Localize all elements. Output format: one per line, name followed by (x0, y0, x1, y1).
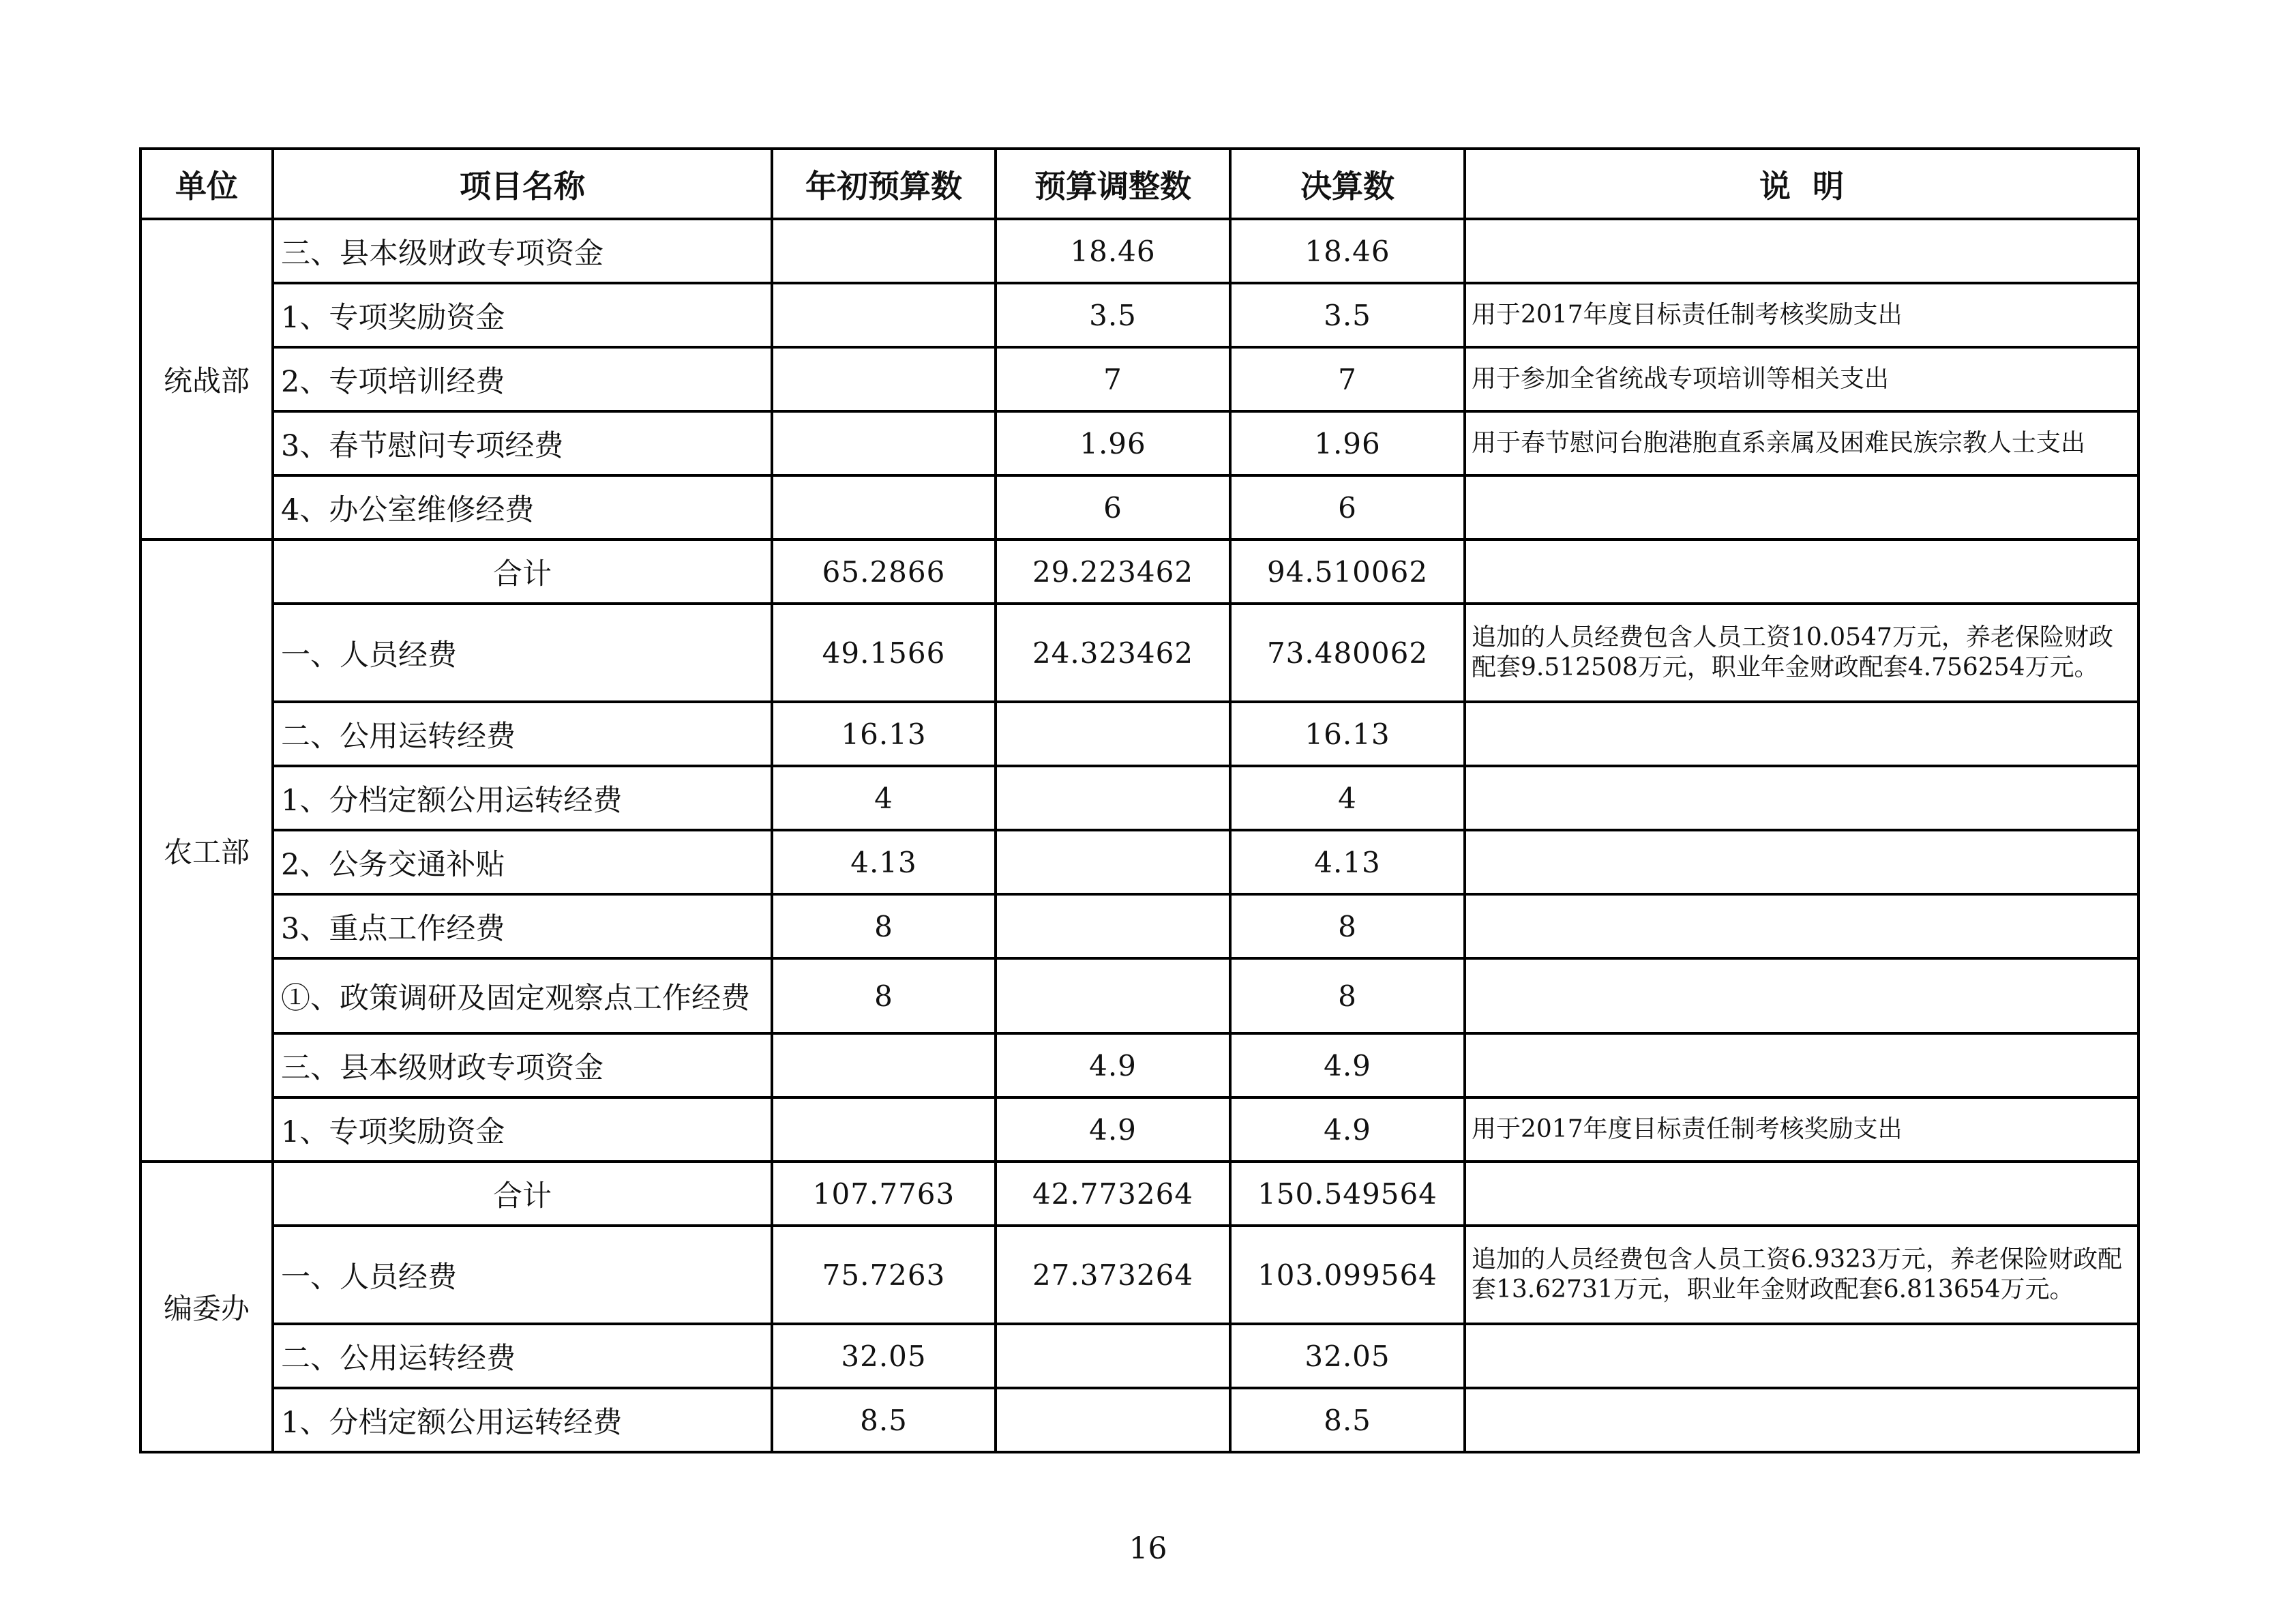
table-row (140, 1388, 2138, 1452)
adjustment-cell (996, 958, 1230, 1033)
project-name-cell: 三、县本级财政专项资金 (273, 219, 772, 283)
description-cell (1465, 540, 2138, 604)
initial-budget-cell: 65.2866 (772, 540, 996, 604)
header-project-name: 项目名称 (273, 149, 772, 219)
table-row (140, 1097, 2138, 1162)
final-cell: 32.05 (1230, 1324, 1465, 1388)
final-cell: 6 (1230, 475, 1465, 540)
header-budget-adjustment: 预算调整数 (996, 149, 1230, 219)
initial-budget-cell: 49.1566 (772, 604, 996, 702)
header-description: 说 明 (1465, 149, 2138, 219)
project-name-cell: 合计 (273, 540, 772, 604)
adjustment-cell: 18.46 (996, 219, 1230, 283)
adjustment-cell: 4.9 (996, 1097, 1230, 1162)
description-cell (1465, 830, 2138, 894)
description-cell (1465, 1033, 2138, 1097)
final-cell: 7 (1230, 347, 1465, 411)
description-cell (1465, 1388, 2138, 1452)
final-cell: 4.9 (1230, 1097, 1465, 1162)
initial-budget-cell: 75.7263 (772, 1226, 996, 1324)
table-row (140, 604, 2138, 702)
adjustment-cell: 1.96 (996, 411, 1230, 475)
description-cell: 追加的人员经费包含人员工资10.0547万元，养老保险财政配套9.512508万元，职业年金财政配套4.756254万元。 (1465, 604, 2138, 702)
unit-cell: 统战部 (140, 219, 273, 540)
project-name-cell: 1、专项奖励资金 (273, 1097, 772, 1162)
final-cell: 73.480062 (1230, 604, 1465, 702)
final-cell: 8 (1230, 958, 1465, 1033)
adjustment-cell (996, 830, 1230, 894)
header-unit: 单位 (140, 149, 273, 219)
project-name-cell: 一、人员经费 (273, 1226, 772, 1324)
final-cell: 4 (1230, 766, 1465, 830)
description-cell: 用于参加全省统战专项培训等相关支出 (1465, 347, 2138, 411)
description-cell (1465, 475, 2138, 540)
initial-budget-cell (772, 1033, 996, 1097)
final-cell: 103.099564 (1230, 1226, 1465, 1324)
adjustment-cell (996, 894, 1230, 958)
final-cell: 150.549564 (1230, 1162, 1465, 1226)
final-cell: 1.96 (1230, 411, 1465, 475)
initial-budget-cell: 8 (772, 894, 996, 958)
table-row (140, 1162, 2138, 1226)
project-name-cell: 3、春节慰问专项经费 (273, 411, 772, 475)
project-name-cell: 三、县本级财政专项资金 (273, 1033, 772, 1097)
initial-budget-cell (772, 219, 996, 283)
initial-budget-cell: 8 (772, 958, 996, 1033)
table-row (140, 347, 2138, 411)
adjustment-cell (996, 766, 1230, 830)
table-row (140, 894, 2138, 958)
final-cell: 18.46 (1230, 219, 1465, 283)
description-cell (1465, 219, 2138, 283)
initial-budget-cell: 4 (772, 766, 996, 830)
project-name-cell: 一、人员经费 (273, 604, 772, 702)
project-name-cell: ①、政策调研及固定观察点工作经费 (273, 958, 772, 1033)
description-cell (1465, 1162, 2138, 1226)
description-cell: 用于春节慰问台胞港胞直系亲属及困难民族宗教人士支出 (1465, 411, 2138, 475)
adjustment-cell: 6 (996, 475, 1230, 540)
project-name-cell: 二、公用运转经费 (273, 702, 772, 766)
adjustment-cell: 7 (996, 347, 1230, 411)
table-row (140, 830, 2138, 894)
description-cell (1465, 958, 2138, 1033)
project-name-cell: 2、专项培训经费 (273, 347, 772, 411)
adjustment-cell: 42.773264 (996, 1162, 1230, 1226)
adjustment-cell (996, 702, 1230, 766)
initial-budget-cell: 32.05 (772, 1324, 996, 1388)
table-row (140, 1226, 2138, 1324)
adjustment-cell: 29.223462 (996, 540, 1230, 604)
final-cell: 16.13 (1230, 702, 1465, 766)
final-cell: 94.510062 (1230, 540, 1465, 604)
initial-budget-cell (772, 411, 996, 475)
page-number: 16 (1129, 1531, 1167, 1566)
initial-budget-cell (772, 283, 996, 347)
description-cell (1465, 702, 2138, 766)
project-name-cell: 3、重点工作经费 (273, 894, 772, 958)
project-name-cell: 1、分档定额公用运转经费 (273, 766, 772, 830)
adjustment-cell: 24.323462 (996, 604, 1230, 702)
adjustment-cell: 4.9 (996, 1033, 1230, 1097)
final-cell: 3.5 (1230, 283, 1465, 347)
project-name-cell: 4、办公室维修经费 (273, 475, 772, 540)
adjustment-cell: 3.5 (996, 283, 1230, 347)
project-name-cell: 1、专项奖励资金 (273, 283, 772, 347)
final-cell: 8.5 (1230, 1388, 1465, 1452)
project-name-cell: 2、公务交通补贴 (273, 830, 772, 894)
table-row (140, 411, 2138, 475)
unit-cell: 农工部 (140, 540, 273, 1162)
description-cell (1465, 1324, 2138, 1388)
table-row (140, 766, 2138, 830)
table-row (140, 1324, 2138, 1388)
table-row (140, 475, 2138, 540)
unit-cell: 编委办 (140, 1162, 273, 1452)
description-cell (1465, 766, 2138, 830)
project-name-cell: 1、分档定额公用运转经费 (273, 1388, 772, 1452)
initial-budget-cell (772, 1097, 996, 1162)
final-cell: 8 (1230, 894, 1465, 958)
header-initial-budget: 年初预算数 (772, 149, 996, 219)
table-row (140, 702, 2138, 766)
description-cell: 用于2017年度目标责任制考核奖励支出 (1465, 1097, 2138, 1162)
adjustment-cell: 27.373264 (996, 1226, 1230, 1324)
adjustment-cell (996, 1324, 1230, 1388)
final-cell: 4.13 (1230, 830, 1465, 894)
project-name-cell: 二、公用运转经费 (273, 1324, 772, 1388)
initial-budget-cell (772, 347, 996, 411)
description-cell: 追加的人员经费包含人员工资6.9323万元，养老保险财政配套13.62731万元，职业年金财政配套6.813654万元。 (1465, 1226, 2138, 1324)
table-row (140, 540, 2138, 604)
description-cell: 用于2017年度目标责任制考核奖励支出 (1465, 283, 2138, 347)
initial-budget-cell (772, 475, 996, 540)
budget-table (139, 147, 2140, 1453)
table-row (140, 958, 2138, 1033)
header-row (140, 149, 2138, 219)
table-row (140, 283, 2138, 347)
header-final-account: 决算数 (1230, 149, 1465, 219)
project-name-cell: 合计 (273, 1162, 772, 1226)
table-row (140, 219, 2138, 283)
table-row (140, 1033, 2138, 1097)
description-cell (1465, 894, 2138, 958)
initial-budget-cell: 16.13 (772, 702, 996, 766)
final-cell: 4.9 (1230, 1033, 1465, 1097)
initial-budget-cell: 8.5 (772, 1388, 996, 1452)
initial-budget-cell: 4.13 (772, 830, 996, 894)
adjustment-cell (996, 1388, 1230, 1452)
initial-budget-cell: 107.7763 (772, 1162, 996, 1226)
